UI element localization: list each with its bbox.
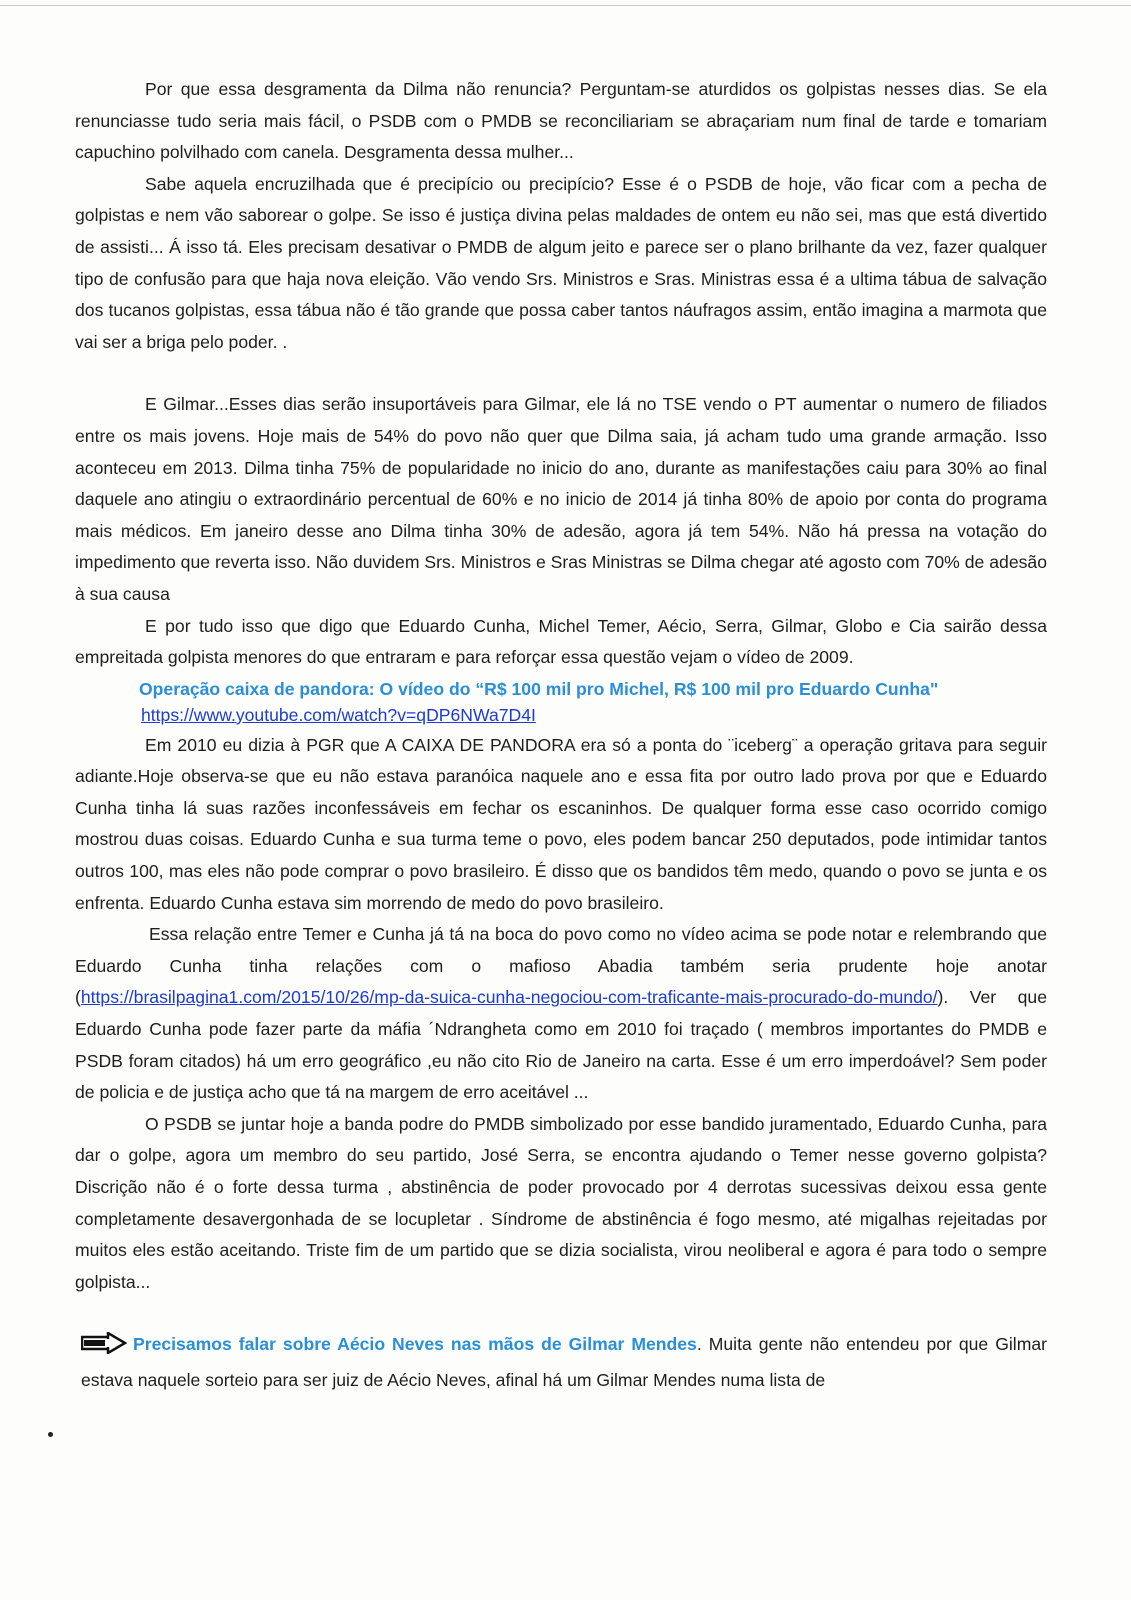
paragraph-spacer	[75, 358, 1047, 389]
paragraph-7: O PSDB se juntar hoje a banda podre do PMDB simbolizado por esse bandido juramentado, Eduardo Cunha, para dar o golpe, agora um membro do seu partido, José Serra, se encontra ajudando o Temer nesse governo golpista? Discrição não é o forte dessa turma , abstinência de poder provocado por 4 derrotas sucessivas deixou essa gente completamente desavergonhada de se locupletar . Síndrome de abstinência é fogo mesmo, até migalhas rejeitadas por muitos eles estão aceitando. Triste fim de um partido que se dizia socialista, virou neoliberal e agora é para todo o sempre golpista...	[75, 1113, 1047, 1292]
margin-dot	[48, 1432, 53, 1437]
video-heading: Operação caixa de pandora: O vídeo do “R$ 100 mil pro Michel, R$ 100 mil pro Eduardo Cunha"	[139, 678, 939, 699]
article-link[interactable]: https://brasilpagina1.com/2015/10/26/mp-da-suica-cunha-negociou-com-traficante-mais-procurado-do-mundo/	[80, 987, 938, 1008]
paragraph-6	[75, 919, 1047, 1109]
paragraph-3: E Gilmar...Esses dias serão insuportáveis para Gilmar, ele lá no TSE vendo o PT aumentar o numero de filiados entre os mais jovens. Hoje mais de 54% do povo não quer que Dilma saia, já acham tudo uma grande armação. Isso aconteceu em 2013. Dilma tinha 75% de popularidade no inicio do ano, durante as manifestações caiu para 30% ao final daquele ano atingiu o extraordinário percentual de 60% e no inicio de 2014 já tinha 80% de apoio por conta do programa mais médicos. Em janeiro desse ano Dilma tinha 30% de adesão, agora já tem 54%. Não há pressa na votação do impedimento que reverta isso. Não duvidem Srs. Ministros e Sras Ministras se Dilma chegar até agosto com 70% de adesão à sua causa	[75, 394, 1047, 604]
paragraph-2: Sabe aquela encruzilhada que é precipício ou precipício? Esse é o PSDB de hoje, vão ficar com a pecha de golpistas e nem vão saborear o golpe. Se isso é justiça divina pelas maldades de ontem eu não sei, mas que está divertido de assisti... Á isso tá. Eles precisam desativar o PMDB de algum jeito e parece ser o plano brilhante da vez, fazer qualquer tipo de confusão para que haja nova eleição. Vão vendo Srs. Ministros e Sras. Ministras essa é a ultima tábua de salvação dos tucanos golpistas, essa tábua não é tão grande que possa caber tantos náufragos assim, então imagina a marmota que vai ser a briga pelo poder. .	[75, 173, 1047, 352]
paragraph-1: Por que essa desgramenta da Dilma não renuncia? Perguntam-se aturdidos os golpistas nesses dias. Se ela renunciasse tudo seria mais fácil, o PSDB com o PMDB se reconciliariam se abraçariam num final de tarde e tomariam capuchino polvilhado com canela. Desgramenta dessa mulher...	[75, 79, 1047, 163]
paragraph-5: Em 2010 eu dizia à PGR que A CAIXA DE PANDORA era só a ponta do ¨iceberg¨ a operação gritava para seguir adiante.Hoje observa-se que eu não estava paranóica naquele ano e essa fita por outro lado prova por que e Eduardo Cunha tinha lá suas razões inconfessáveis em fechar os escaninhos. De qualquer forma esse caso ocorrido comigo mostrou duas coisas. Eduardo Cunha e sua turma teme o povo, eles podem bancar 250 deputados, pode intimidar tantos outros 100, mas eles não pode comprar o povo brasileiro. É disso que os bandidos têm medo, quando o povo se junta e os enfrenta. Eduardo Cunha estava sim morrendo de medo do povo brasileiro.	[75, 734, 1047, 913]
paragraph-6-end: ). Ver que Eduardo Cunha pode fazer parte da máfia ´Ndrangheta como em 2010 foi traçado ( membros importantes do PMDB e PSDB foram citados) há um erro geográfico ,eu não cito Rio de Janeiro na carta. Esse é um erro imperdoável? Sem poder de policia e de justiça acho que tá na margem de erro aceitável ...	[75, 987, 1047, 1103]
paragraph-8	[75, 1329, 1047, 1396]
paragraph-4: E por tudo isso que digo que Eduardo Cunha, Michel Temer, Aécio, Serra, Gilmar, Globo e Cia sairão dessa empreitada golpista menores do que entraram e para reforçar essa questão vejam o vídeo de 2009.	[75, 615, 1047, 668]
video-link-line	[75, 700, 1047, 730]
scan-top-edge	[0, 5, 1131, 6]
document-body	[75, 74, 1047, 1397]
paragraph-8-text: . Muita gente não entendeu por que Gilmar estava naquele sorteio para ser juiz de Aécio Neves, afinal há um Gilmar Mendes numa lista de	[81, 1334, 1047, 1390]
paragraph-6-start: Essa relação entre Temer e Cunha já tá na boca do povo como no vídeo acima se pode notar e relembrando que Eduardo Cunha tinha relações com o mafioso Abadia também seria prudente hoje anotar (	[75, 924, 1047, 1008]
right-arrow-icon	[81, 1332, 127, 1365]
paragraph-spacer	[75, 1298, 1047, 1329]
video-link[interactable]: https://www.youtube.com/watch?v=qDP6NWa7D4I	[141, 704, 536, 725]
aecio-heading: Precisamos falar sobre Aécio Neves nas mãos de Gilmar Mendes	[133, 1334, 697, 1355]
